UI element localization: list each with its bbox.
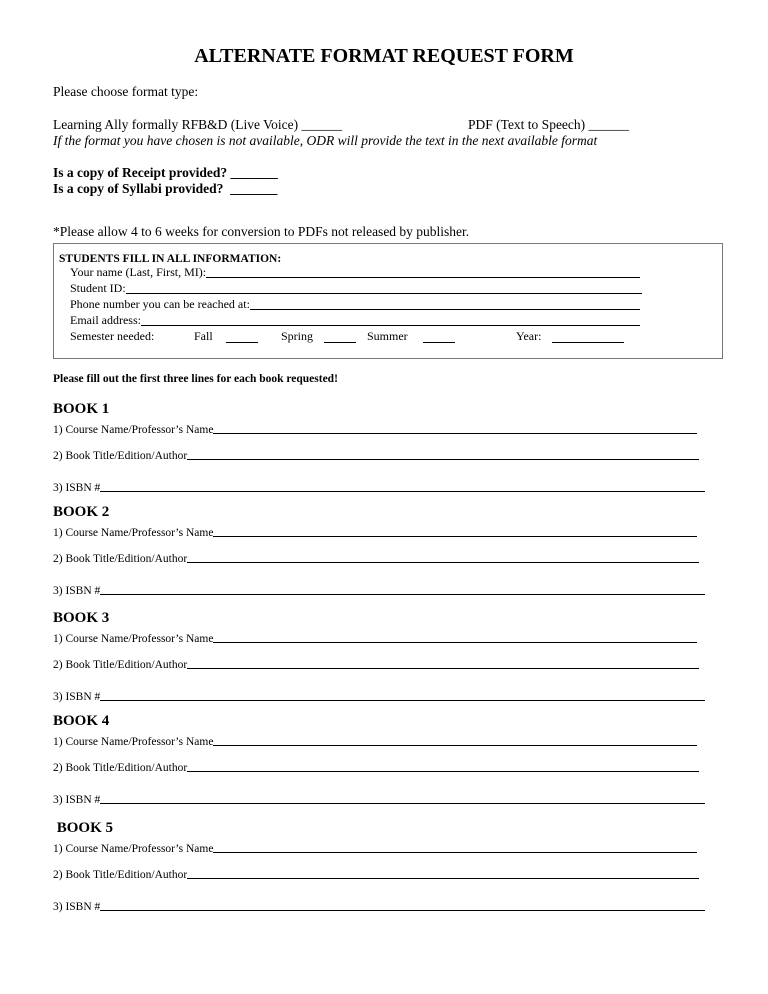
isbn-field[interactable]: [53, 689, 705, 703]
student-info-heading: STUDENTS FILL IN ALL INFORMATION:: [59, 253, 282, 265]
book-title-field[interactable]: [53, 448, 699, 462]
course-line[interactable]: [213, 734, 697, 746]
fall-blank[interactable]: [226, 331, 258, 343]
name-label: Your name (Last, First, MI):: [70, 265, 207, 279]
book-title-field[interactable]: [53, 760, 699, 774]
isbn-label: 3) ISBN #: [53, 482, 101, 494]
student-id-label: Student ID:: [70, 281, 126, 295]
book-section: [53, 504, 705, 597]
book-title-label: 2) Book Title/Edition/Author: [53, 762, 188, 774]
book-section: [53, 713, 705, 806]
student-info-box: [53, 243, 723, 359]
course-line[interactable]: [213, 841, 697, 853]
course-line[interactable]: [213, 525, 697, 537]
course-field[interactable]: [53, 631, 697, 645]
course-line[interactable]: [213, 422, 697, 434]
fall-label: Fall: [194, 329, 213, 343]
book-title-line[interactable]: [187, 867, 699, 879]
book-heading: BOOK 4: [53, 713, 110, 729]
book-section: [53, 610, 705, 703]
book-title-field[interactable]: [53, 867, 699, 881]
choose-format-label: Please choose format type:: [53, 84, 199, 99]
spring-label: Spring: [281, 329, 314, 343]
availability-note: If the format you have chosen is not available, ODR will provide the text in the next available format: [53, 133, 598, 148]
year-blank[interactable]: [552, 331, 624, 343]
isbn-field[interactable]: [53, 583, 705, 597]
book-title-line[interactable]: [187, 448, 699, 460]
summer-label: Summer: [367, 329, 408, 343]
course-label: 1) Course Name/Professor’s Name: [53, 424, 214, 436]
phone-line[interactable]: [250, 298, 640, 310]
book-title-label: 2) Book Title/Edition/Author: [53, 553, 188, 565]
phone-label: Phone number you can be reached at:: [70, 297, 250, 311]
instruction: Please fill out the first three lines for each book requested!: [53, 373, 338, 385]
form-title: ALTERNATE FORMAT REQUEST FORM: [194, 45, 574, 67]
isbn-label: 3) ISBN #: [53, 794, 101, 806]
isbn-field[interactable]: [53, 792, 705, 806]
isbn-line[interactable]: [100, 899, 705, 911]
option-pdf[interactable]: PDF (Text to Speech) ______: [468, 117, 630, 132]
email-field[interactable]: [70, 313, 640, 328]
isbn-line[interactable]: [100, 480, 705, 492]
book-title-line[interactable]: [187, 657, 699, 669]
semester-label: Semester needed:: [70, 329, 155, 343]
book-title-field[interactable]: [53, 657, 699, 671]
student-id-field[interactable]: [70, 281, 642, 296]
isbn-line[interactable]: [100, 792, 705, 804]
name-line[interactable]: [206, 266, 640, 278]
book-heading: BOOK 3: [53, 610, 110, 626]
year-label: Year:: [516, 329, 542, 343]
book-heading: BOOK 1: [53, 401, 110, 417]
email-line[interactable]: [141, 314, 640, 326]
isbn-label: 3) ISBN #: [53, 585, 101, 597]
isbn-field[interactable]: [53, 480, 705, 494]
course-label: 1) Course Name/Professor’s Name: [53, 843, 214, 855]
isbn-line[interactable]: [100, 583, 705, 595]
book-section: [53, 401, 705, 494]
isbn-label: 3) ISBN #: [53, 901, 101, 913]
isbn-line[interactable]: [100, 689, 705, 701]
phone-field[interactable]: [70, 297, 640, 312]
book-title-line[interactable]: [187, 760, 699, 772]
book-title-field[interactable]: [53, 551, 699, 565]
option-learning-ally[interactable]: Learning Ally formally RFB&D (Live Voice) ______: [53, 117, 342, 132]
course-field[interactable]: [53, 525, 697, 539]
email-label: Email address:: [70, 313, 141, 327]
book-title-label: 2) Book Title/Edition/Author: [53, 659, 188, 671]
book-title-line[interactable]: [187, 551, 699, 563]
course-field[interactable]: [53, 734, 697, 748]
spring-blank[interactable]: [324, 331, 356, 343]
book-heading: BOOK 5: [53, 820, 114, 836]
conversion-note: *Please allow 4 to 6 weeks for conversion to PDFs not released by publisher.: [53, 224, 470, 239]
semester-row: [70, 329, 642, 344]
student-id-line[interactable]: [126, 282, 642, 294]
course-label: 1) Course Name/Professor’s Name: [53, 527, 214, 539]
book-section: [53, 820, 705, 913]
course-label: 1) Course Name/Professor’s Name: [53, 633, 214, 645]
isbn-field[interactable]: [53, 899, 705, 913]
book-title-label: 2) Book Title/Edition/Author: [53, 450, 188, 462]
isbn-label: 3) ISBN #: [53, 691, 101, 703]
summer-blank[interactable]: [423, 331, 455, 343]
receipt-question[interactable]: Is a copy of Receipt provided? _______: [53, 165, 278, 180]
name-field[interactable]: [70, 265, 640, 280]
course-line[interactable]: [213, 631, 697, 643]
course-label: 1) Course Name/Professor’s Name: [53, 736, 214, 748]
book-heading: BOOK 2: [53, 504, 110, 520]
book-title-label: 2) Book Title/Edition/Author: [53, 869, 188, 881]
syllabi-question[interactable]: Is a copy of Syllabi provided? _______: [53, 181, 278, 196]
course-field[interactable]: [53, 422, 697, 436]
course-field[interactable]: [53, 841, 697, 855]
